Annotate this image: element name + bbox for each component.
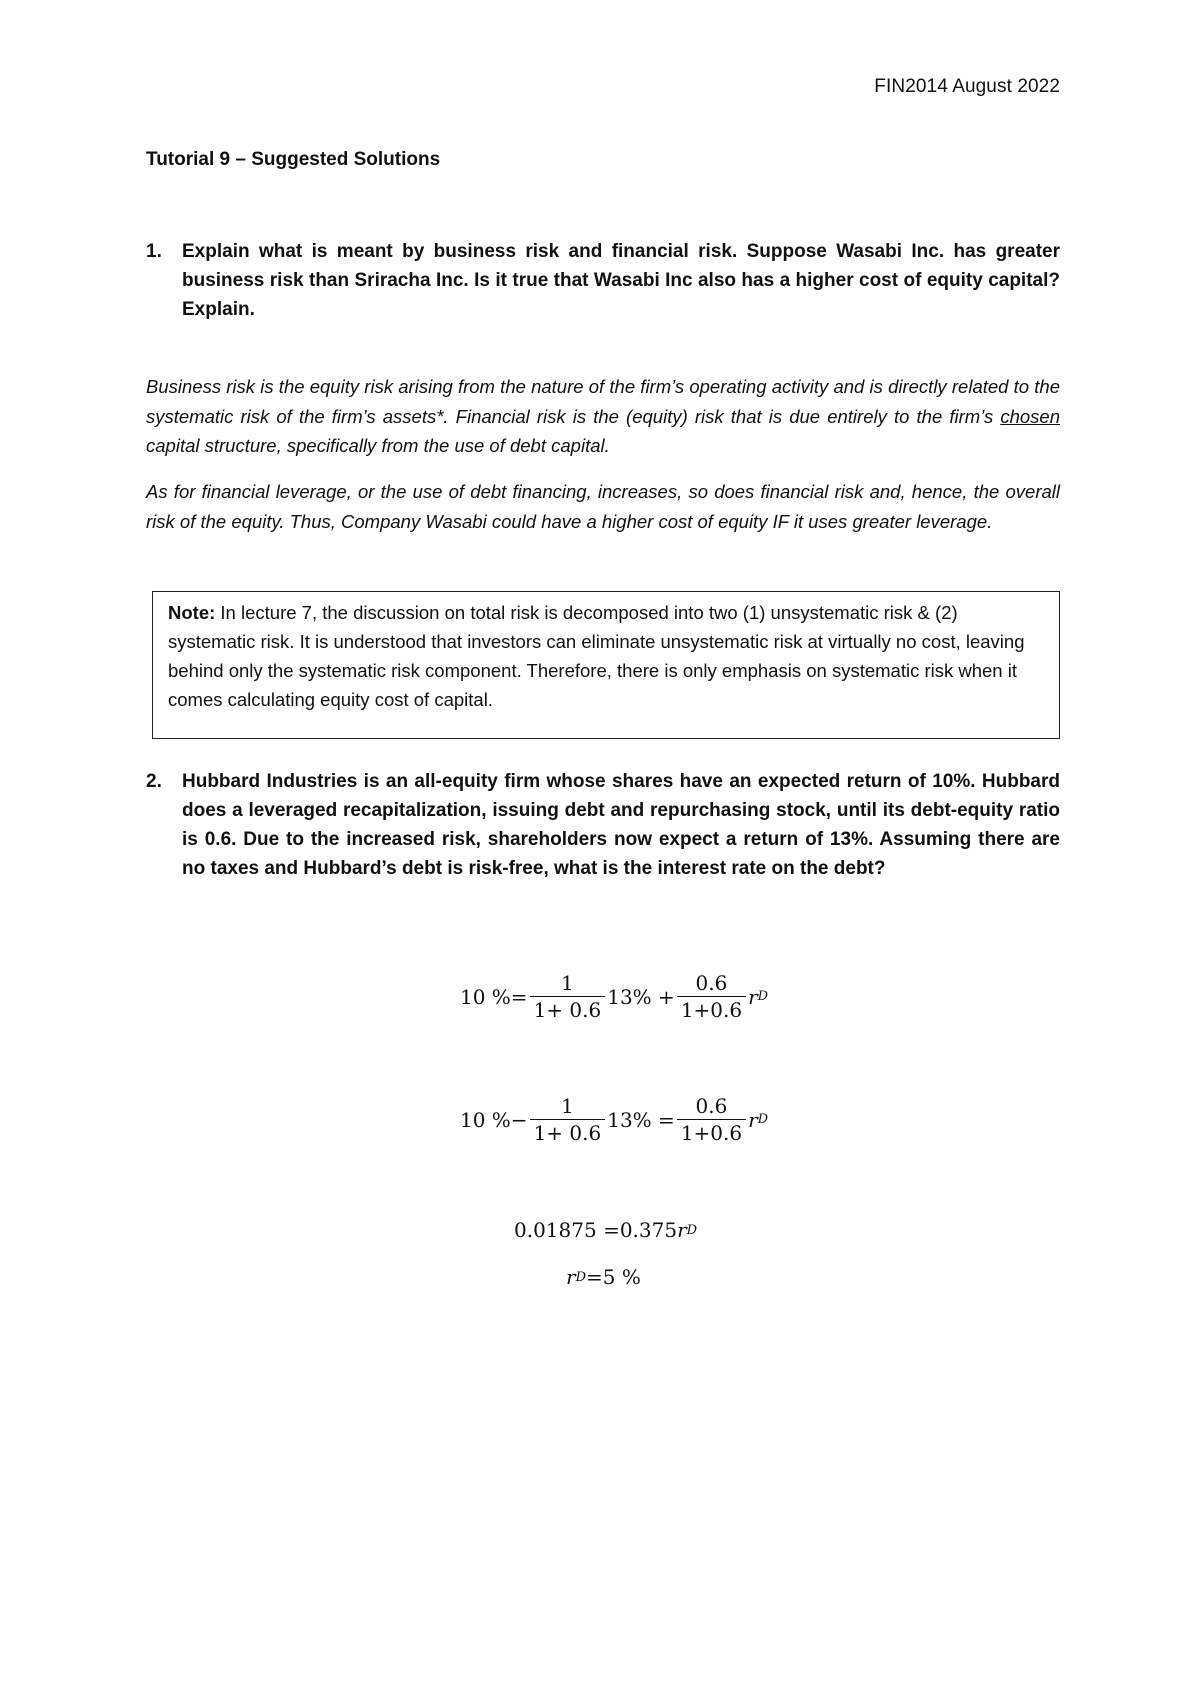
question-text: Explain what is meant by business risk and financial risk. Suppose Wasabi Inc. has greater business risk than Sriracha Inc. Is it true that Wasabi Inc also has a higher cost of equity capital? Explain. — [182, 241, 1060, 320]
fraction-denominator: 1+ 0.6 — [533, 1121, 602, 1145]
equation-middle: 13% = — [607, 1107, 675, 1132]
variable-subscript: D — [686, 1222, 698, 1238]
question-2 — [146, 767, 1060, 883]
equation-2 — [460, 1095, 768, 1144]
note-text: In lecture 7, the discussion on total risk is decomposed into two (1) unsystematic risk & (2) systematic risk. It is understood that investors can eliminate unsystematic risk at virtually no cost, leaving behind only the systematic risk component. Therefore, there is only emphasis on systematic risk when it comes calculating equity cost of capital. — [168, 602, 1025, 710]
fraction-numerator: 0.6 — [677, 972, 746, 997]
question-number: 1. — [146, 241, 162, 262]
course-header: FIN2014 August 2022 — [874, 76, 1060, 97]
fraction-numerator: 1 — [530, 1095, 606, 1120]
fraction-numerator: 0.6 — [677, 1095, 746, 1120]
equation-text: 0.01875 =0.375 — [514, 1218, 678, 1242]
variable: r — [677, 1218, 687, 1242]
fraction-denominator: 1+0.6 — [680, 998, 743, 1022]
note-label: Note: — [168, 602, 216, 623]
equation-lhs: 10 %= — [460, 984, 528, 1009]
equation-middle: 13% + — [607, 984, 675, 1009]
equation-4 — [566, 1265, 641, 1289]
fraction — [530, 972, 606, 1021]
equation-text: =5 % — [586, 1265, 641, 1289]
variable-subscript: D — [757, 989, 769, 1004]
answer-text: Business risk is the equity risk arising from the nature of the firm’s operating activity and is directly related to the systematic risk of the firm’s assets*. Financial risk is the (equity) risk that is due entirely to the firm’s — [146, 376, 1060, 427]
variable: r — [748, 1107, 758, 1132]
fraction — [677, 1095, 746, 1144]
fraction-denominator: 1+0.6 — [680, 1121, 743, 1145]
variable-subscript: D — [575, 1269, 586, 1285]
underlined-word: chosen — [1000, 405, 1060, 427]
variable: r — [748, 984, 758, 1009]
variable-subscript: D — [757, 1112, 769, 1127]
question-number: 2. — [146, 771, 162, 792]
answer-1-paragraph-2: As for financial leverage, or the use of debt financing, increases, so does financial risk and, hence, the overall risk of the equity. Thus, Company Wasabi could have a higher cost of equity IF it uses greater leverage. — [146, 481, 1060, 532]
answer-1-paragraph-1 — [146, 372, 1060, 461]
equation-lhs: 10 %− — [460, 1107, 528, 1132]
fraction-numerator: 1 — [530, 972, 606, 997]
answer-text: capital structure, specifically from the use of debt capital. — [146, 435, 610, 456]
fraction — [530, 1095, 606, 1144]
fraction-denominator: 1+ 0.6 — [533, 998, 602, 1022]
question-1 — [146, 237, 1060, 324]
variable: r — [566, 1265, 576, 1289]
equation-1 — [460, 972, 768, 1021]
equation-3 — [514, 1218, 697, 1242]
fraction — [677, 972, 746, 1021]
page-title: Tutorial 9 – Suggested Solutions — [146, 149, 441, 170]
question-text: Hubbard Industries is an all-equity firm whose shares have an expected return of 10%. Hubbard does a leveraged recapitalization, issuing debt and repurchasing stock, until its debt-equity ratio is 0.6. Due to the increased risk, shareholders now expect a return of 13%. Assuming there are no taxes and Hubbard’s debt is risk-free, what is the interest rate on the debt? — [182, 771, 1060, 879]
note-box — [152, 591, 1060, 739]
